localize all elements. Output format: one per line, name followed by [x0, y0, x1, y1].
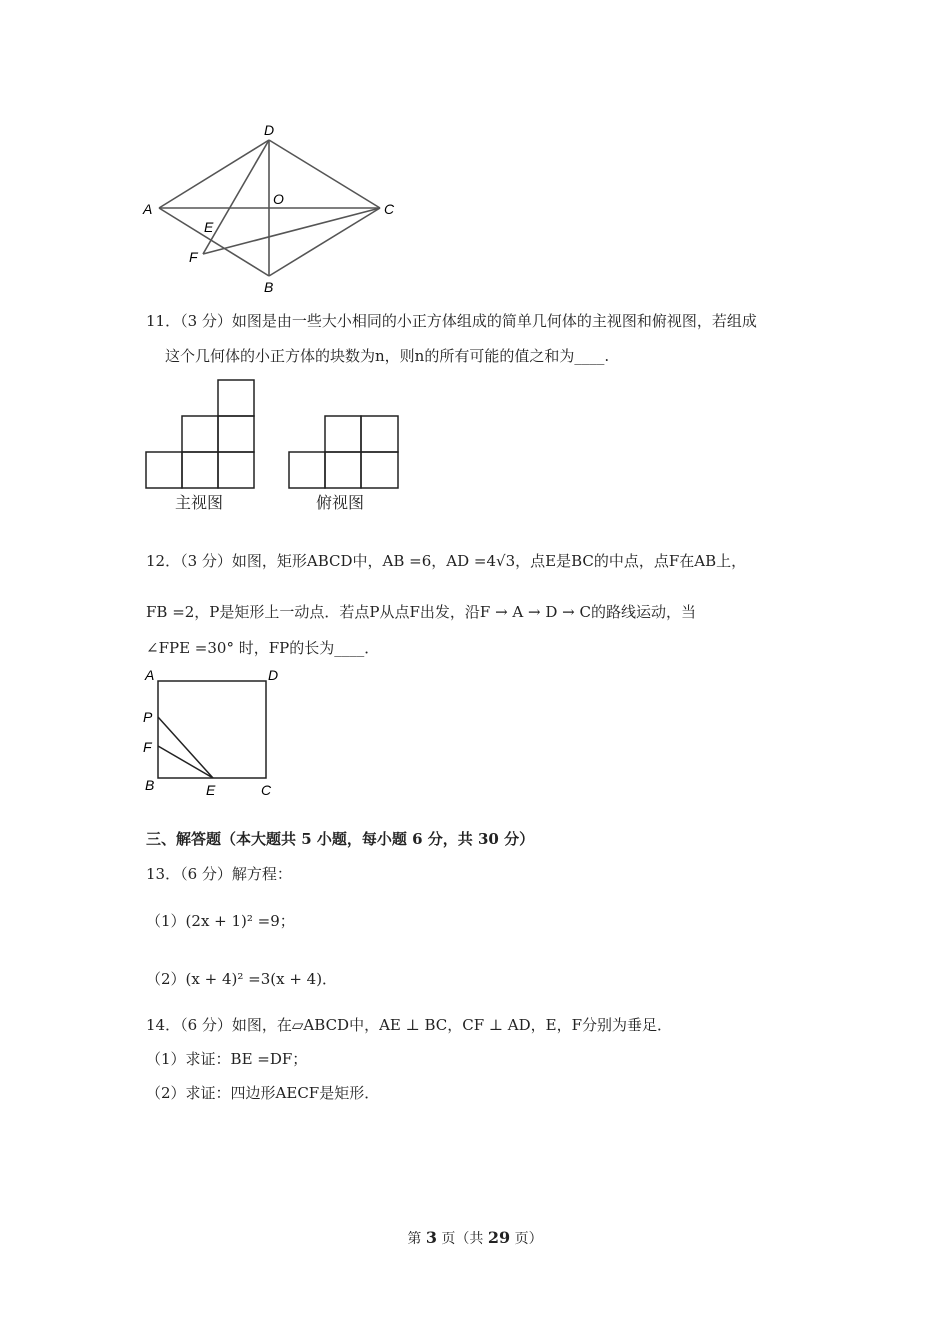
footer-suffix: 页）: [510, 1231, 543, 1247]
q13-part2: （2）(x + 4)² =3(x + 4)．: [146, 970, 338, 988]
seg-PE: [158, 717, 213, 778]
footer-middle: 页（共: [436, 1231, 488, 1247]
label-D: D: [268, 667, 279, 683]
footer-page-number: 3: [425, 1228, 437, 1247]
label-E: E: [204, 219, 214, 235]
q14-part2: （2）求证：四边形AECF是矩形．: [146, 1084, 380, 1102]
label-A: A: [143, 201, 153, 217]
q12-line2: FB =2，P是矩形上一动点．若点P从点F出发，沿F → A → D → C的路线运动，当: [146, 603, 696, 621]
q11-line2: 这个几何体的小正方体的块数为n，则n的所有可能的值之和为____.: [165, 347, 610, 365]
label-E: E: [206, 782, 216, 798]
q11-line1: 11．（3 分）如图是由一些大小相同的小正方体组成的简单几何体的主视图和俯视图，若组成: [146, 312, 757, 330]
q13-title: 13．（6 分）解方程：: [146, 865, 292, 883]
label-B: B: [145, 777, 155, 793]
q14-part1: （1）求证：BE =DF；: [146, 1050, 308, 1068]
footer-prefix: 第: [407, 1231, 426, 1247]
q12-line3: ∠FPE =30° 时，FP的长为____．: [146, 639, 380, 657]
section3-heading: 三、解答题（本大题共 5 小题，每小题 6 分，共 30 分）: [146, 830, 535, 848]
q12-line1: 12．（3 分）如图，矩形ABCD中，AB =6，AD =4√3，点E是BC的中点，点F在AB上，: [146, 552, 747, 570]
q13-part1: （1）(2x + 1)² =9；: [146, 912, 295, 930]
label-O: O: [273, 191, 284, 207]
top-view-caption: 俯视图: [316, 495, 365, 512]
label-F: F: [189, 249, 198, 265]
rect-ABCD: [158, 681, 266, 778]
label-P: P: [143, 709, 153, 725]
footer-total-pages: 29: [487, 1228, 511, 1247]
page-footer: [0, 1228, 950, 1248]
label-B: B: [264, 279, 274, 295]
label-C: C: [261, 782, 272, 798]
q14-title: 14．（6 分）如图，在▱ABCD中，AE ⊥ BC，CF ⊥ AD，E，F分别为垂足．: [146, 1016, 673, 1034]
label-C: C: [384, 201, 395, 217]
front-view-caption: 主视图: [175, 495, 224, 512]
label-D: D: [264, 122, 275, 138]
label-F: F: [143, 739, 152, 755]
label-A: A: [145, 667, 155, 683]
seg-FE: [158, 746, 213, 778]
